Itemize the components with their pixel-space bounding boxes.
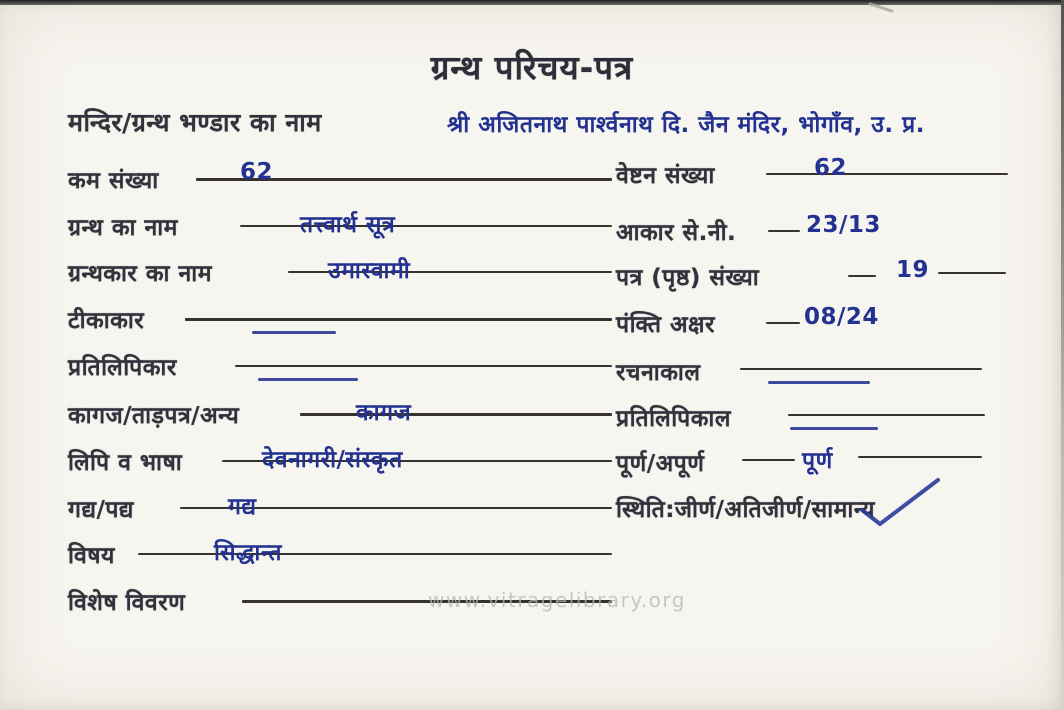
form-title: ग्रन्थ परिचय-पत्र xyxy=(430,48,634,87)
field-line xyxy=(768,230,800,232)
field-value-vishay: सिद्धान्त xyxy=(214,540,283,566)
field-line xyxy=(742,459,795,461)
field-value-patra-sankhya: 19 xyxy=(896,257,930,283)
field-line xyxy=(766,322,800,324)
field-label-vishesh-vivaran: विशेष विवरण xyxy=(68,590,186,616)
field-line xyxy=(240,225,612,227)
field-label-granthkar-naam: ग्रन्थकार का नाम xyxy=(68,261,212,287)
field-value-purn-apurn: पूर्ण xyxy=(802,448,833,474)
field-line xyxy=(300,413,612,416)
field-label-purn-apurn: पूर्ण/अपूर्ण xyxy=(616,451,705,477)
pen-dash-blank xyxy=(768,381,870,384)
field-label-kagaj: कागज/ताड़पत्र/अन्य xyxy=(68,403,240,429)
scan-top-edge xyxy=(0,0,1064,5)
field-label-granth-naam: ग्रन्थ का नाम xyxy=(68,215,178,241)
field-line xyxy=(185,318,612,321)
field-value-aakar: 23/13 xyxy=(806,212,881,238)
field-value-granth-naam: तत्त्वार्थ सूत्र xyxy=(300,212,396,238)
field-label-pratilipikar: प्रतिलिपिकार xyxy=(68,355,177,381)
field-label-gadya-padya: गद्य/पद्य xyxy=(68,497,134,523)
field-value-granthkar-naam: उमास्वामी xyxy=(328,258,411,284)
field-value-veshtan-sankhya: 62 xyxy=(814,155,848,181)
field-label-veshtan-sankhya: वेष्टन संख्या xyxy=(616,163,715,189)
field-label-patra-sankhya: पत्र (पृष्ठ) संख्या xyxy=(616,265,760,291)
field-label-tikakar: टीकाकार xyxy=(68,308,145,334)
field-line xyxy=(938,272,1006,274)
field-line xyxy=(848,275,876,277)
field-label-aakar: आकार से.नी. xyxy=(616,220,737,246)
field-line xyxy=(138,553,612,555)
pen-dash-blank xyxy=(790,427,878,430)
field-label-vishay: विषय xyxy=(68,543,115,569)
field-label-bhandar-naam: मन्दिर/ग्रन्थ भण्डार का नाम xyxy=(68,108,322,137)
field-label-lipi-bhasha: लिपि व भाषा xyxy=(68,450,183,476)
field-value-kram-sankhya: 62 xyxy=(240,159,274,185)
field-value-bhandar-naam: श्री अजितनाथ पार्श्वनाथ दि. जैन मंदिर, भोगाँव, उ. प्र. xyxy=(447,112,925,138)
field-line xyxy=(235,365,612,367)
field-value-gadya-padya: गद्य xyxy=(228,494,257,520)
field-line xyxy=(740,368,982,370)
field-line xyxy=(766,173,1008,175)
field-label-pratilipikaal: प्रतिलिपिकाल xyxy=(616,406,731,432)
field-line xyxy=(858,456,982,458)
field-label-pankti-akshar: पंक्ति अक्षर xyxy=(616,312,715,338)
check-mark-icon xyxy=(858,476,944,532)
field-value-pankti-akshar: 08/24 xyxy=(804,304,879,330)
pen-dash-blank xyxy=(258,378,358,381)
watermark: www.vitragelibrary.org xyxy=(428,588,686,612)
field-label-sthiti: स्थिति:जीर्ण/अतिजीर्ण/सामान्य xyxy=(616,497,875,523)
field-line xyxy=(788,414,985,416)
field-label-kram-sankhya: कम संख्या xyxy=(68,168,159,194)
pen-dash-blank xyxy=(252,331,336,334)
field-label-rachnakaal: रचनाकाल xyxy=(616,360,701,386)
field-value-kagaj: कागज xyxy=(356,400,412,426)
field-value-lipi-bhasha: देवनागरी/संस्कृत xyxy=(262,447,403,473)
